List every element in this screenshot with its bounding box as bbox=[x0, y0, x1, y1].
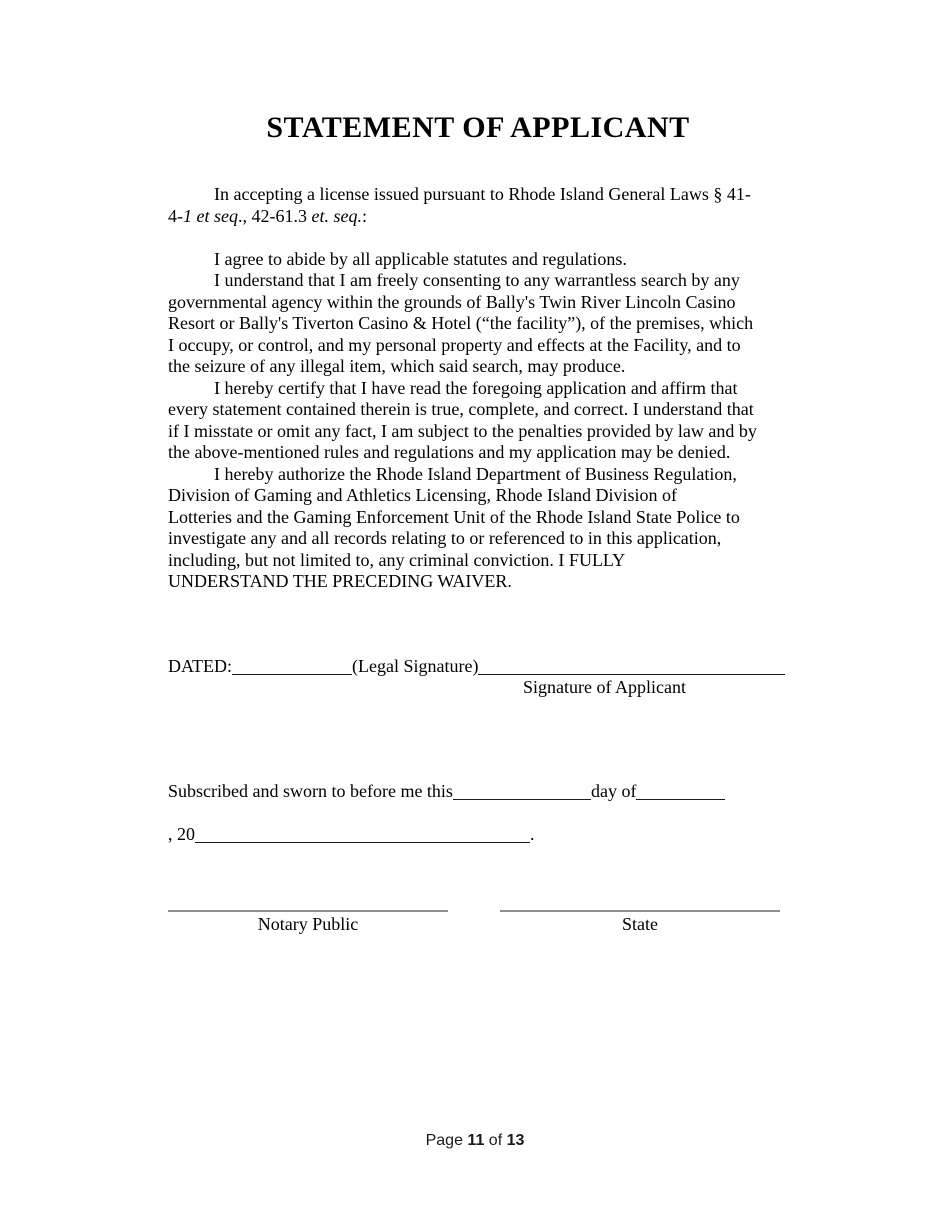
sworn-prefix-text: Subscribed and sworn to before me this bbox=[168, 780, 453, 801]
footer-current-page: 11 bbox=[467, 1132, 485, 1149]
document-content bbox=[168, 0, 788, 936]
text-line: if I misstate or omit any fact, I am subject to the penalties provided by law and by bbox=[168, 420, 757, 441]
year-blank-line bbox=[195, 842, 530, 843]
text-line: I occupy, or control, and my personal property and effects at the Facility, and to bbox=[168, 334, 741, 355]
day-of-label: day of bbox=[590, 780, 637, 801]
notary-public-label: Notary Public bbox=[257, 914, 359, 934]
applicant-signature-blank-line bbox=[478, 674, 785, 675]
state-label: State bbox=[622, 914, 658, 934]
text-line: 4-1 et seq., 42-61.3 et. seq.: bbox=[168, 205, 367, 226]
text-line: governmental agency within the grounds of Bally's Twin River Lincoln Casino bbox=[168, 291, 736, 312]
dated-signature-row bbox=[168, 656, 788, 678]
year-suffix-period: . bbox=[530, 823, 535, 844]
signature-of-applicant-caption: Signature of Applicant bbox=[523, 677, 686, 697]
text-line: In accepting a license issued pursuant to Rhode Island General Laws § 41- bbox=[214, 184, 751, 204]
page-number-footer bbox=[0, 1131, 950, 1151]
month-blank-line bbox=[636, 799, 725, 800]
state-signature-block bbox=[500, 910, 780, 936]
text-line: Division of Gaming and Athletics Licensing, Rhode Island Division of bbox=[168, 485, 677, 505]
text-line: investigate any and all records relating to or referenced to in this application, bbox=[168, 528, 722, 548]
notary-state-row bbox=[168, 910, 788, 936]
year-row bbox=[168, 824, 788, 846]
dated-label: DATED: bbox=[168, 655, 232, 676]
paragraph-certify bbox=[168, 378, 788, 464]
text-line: every statement contained therein is true, complete, and correct. I understand that bbox=[168, 399, 754, 419]
paragraph-authorize-waiver bbox=[168, 464, 788, 593]
day-blank-line bbox=[453, 799, 591, 800]
text-line: the seizure of any illegal item, which said search, may produce. bbox=[168, 356, 626, 376]
text-line: Resort or Bally's Tiverton Casino & Hotel (“the facility”), of the premises, which bbox=[168, 313, 754, 333]
legal-signature-label: (Legal Signature) bbox=[352, 655, 479, 676]
footer-page-label: Page bbox=[425, 1132, 468, 1149]
subscribed-sworn-row bbox=[168, 781, 788, 803]
footer-of-label: of bbox=[484, 1132, 507, 1149]
text-line: I agree to abide by all applicable statutes and regulations. bbox=[214, 248, 627, 269]
text-line: Lotteries and the Gaming Enforcement Unit of the Rhode Island State Police to bbox=[168, 506, 740, 527]
year-prefix-text: , 20 bbox=[168, 823, 195, 844]
paragraph-intro bbox=[168, 184, 788, 227]
paragraph-warrantless-search bbox=[168, 270, 788, 378]
date-blank-line bbox=[232, 674, 352, 675]
page-title: STATEMENT OF APPLICANT bbox=[266, 111, 690, 144]
text-line: I hereby authorize the Rhode Island Department of Business Regulation, bbox=[214, 463, 737, 484]
text-line: the above-mentioned rules and regulations and my application may be denied. bbox=[168, 442, 731, 462]
notary-public-signature-block bbox=[168, 910, 448, 936]
text-line: UNDERSTAND THE PRECEDING WAIVER. bbox=[168, 571, 512, 591]
text-line: including, but not limited to, any criminal conviction. I FULLY bbox=[168, 549, 626, 570]
text-line: I understand that I am freely consenting to any warrantless search by any bbox=[214, 270, 740, 290]
footer-total-pages: 13 bbox=[506, 1132, 525, 1149]
text-line: I hereby certify that I have read the foregoing application and affirm that bbox=[214, 377, 738, 398]
paragraph-agree bbox=[168, 249, 788, 271]
